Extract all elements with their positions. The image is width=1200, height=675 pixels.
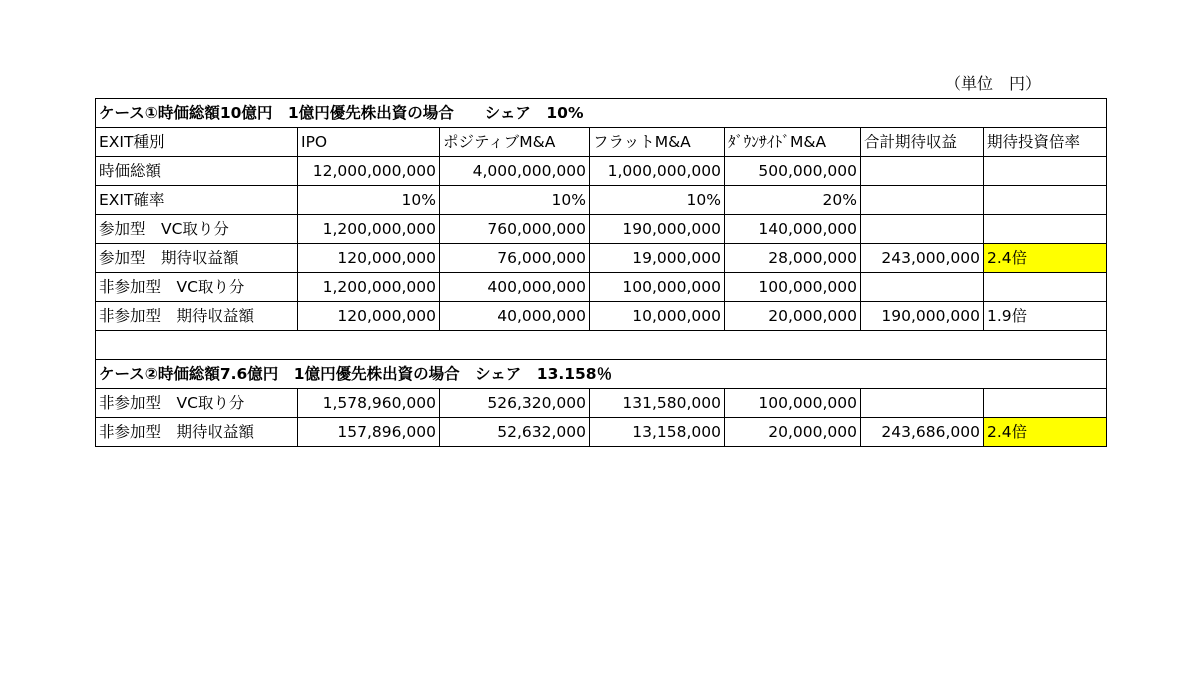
table-row: [96, 418, 1107, 447]
cell-multiple[interactable]: [984, 273, 1107, 302]
cell-multiple-highlighted[interactable]: 2.4倍: [984, 418, 1107, 447]
cell-positive-ma[interactable]: 400,000,000: [440, 273, 590, 302]
cell-multiple[interactable]: 1.9倍: [984, 302, 1107, 331]
table-row: [96, 157, 1107, 186]
case2-title[interactable]: ケース②時価総額7.6億円 1億円優先株出資の場合 シェア 13.158％: [96, 360, 1107, 389]
cell-flat-ma[interactable]: 131,580,000: [590, 389, 725, 418]
cell-downside-ma[interactable]: 20,000,000: [725, 418, 861, 447]
header-row: [96, 128, 1107, 157]
case1-title[interactable]: ケース①時価総額10億円 1億円優先株出資の場合 シェア 10%: [96, 99, 1107, 128]
cell-ipo[interactable]: 1,578,960,000: [298, 389, 440, 418]
empty-cell[interactable]: [96, 331, 1107, 360]
cell-downside-ma[interactable]: 140,000,000: [725, 215, 861, 244]
cell-ipo[interactable]: 12,000,000,000: [298, 157, 440, 186]
cell-flat-ma[interactable]: 10,000,000: [590, 302, 725, 331]
cell-positive-ma[interactable]: 760,000,000: [440, 215, 590, 244]
cell-ipo[interactable]: 120,000,000: [298, 302, 440, 331]
cell-multiple-highlighted[interactable]: 2.4倍: [984, 244, 1107, 273]
cell-ipo[interactable]: 1,200,000,000: [298, 215, 440, 244]
row-label[interactable]: 非参加型 期待収益額: [96, 418, 298, 447]
cell-multiple[interactable]: [984, 215, 1107, 244]
table-row: [96, 244, 1107, 273]
cell-positive-ma[interactable]: 10%: [440, 186, 590, 215]
row-label[interactable]: 非参加型 VC取り分: [96, 273, 298, 302]
table-row: [96, 302, 1107, 331]
case2-title-row: [96, 360, 1107, 389]
cell-downside-ma[interactable]: 20,000,000: [725, 302, 861, 331]
cell-positive-ma[interactable]: 526,320,000: [440, 389, 590, 418]
cell-ipo[interactable]: 10%: [298, 186, 440, 215]
cell-total[interactable]: [861, 186, 984, 215]
cell-downside-ma[interactable]: 100,000,000: [725, 389, 861, 418]
header-ipo[interactable]: IPO: [298, 128, 440, 157]
cell-positive-ma[interactable]: 52,632,000: [440, 418, 590, 447]
header-downside-ma[interactable]: ﾀﾞｳﾝｻｲﾄﾞM&A: [725, 128, 861, 157]
cell-downside-ma[interactable]: 28,000,000: [725, 244, 861, 273]
cell-flat-ma[interactable]: 13,158,000: [590, 418, 725, 447]
spacer-row: [96, 331, 1107, 360]
cell-total[interactable]: 190,000,000: [861, 302, 984, 331]
header-total-expected-return[interactable]: 合計期待収益: [861, 128, 984, 157]
table-row: [96, 215, 1107, 244]
cell-flat-ma[interactable]: 100,000,000: [590, 273, 725, 302]
cell-downside-ma[interactable]: 500,000,000: [725, 157, 861, 186]
cell-total[interactable]: [861, 157, 984, 186]
cell-flat-ma[interactable]: 10%: [590, 186, 725, 215]
cell-flat-ma[interactable]: 19,000,000: [590, 244, 725, 273]
header-positive-ma[interactable]: ポジティブM&A: [440, 128, 590, 157]
table-row: [96, 389, 1107, 418]
unit-label: （単位 円）: [945, 74, 1042, 93]
header-expected-multiple[interactable]: 期待投資倍率: [984, 128, 1107, 157]
cell-flat-ma[interactable]: 1,000,000,000: [590, 157, 725, 186]
cell-downside-ma[interactable]: 100,000,000: [725, 273, 861, 302]
row-label[interactable]: 参加型 VC取り分: [96, 215, 298, 244]
cell-total[interactable]: [861, 215, 984, 244]
table-row: [96, 273, 1107, 302]
cell-total[interactable]: 243,000,000: [861, 244, 984, 273]
cell-positive-ma[interactable]: 76,000,000: [440, 244, 590, 273]
cell-total[interactable]: [861, 389, 984, 418]
header-exit-type[interactable]: EXIT種別: [96, 128, 298, 157]
cell-multiple[interactable]: [984, 157, 1107, 186]
cell-total[interactable]: [861, 273, 984, 302]
row-label[interactable]: 参加型 期待収益額: [96, 244, 298, 273]
cell-multiple[interactable]: [984, 389, 1107, 418]
cell-multiple[interactable]: [984, 186, 1107, 215]
cell-ipo[interactable]: 1,200,000,000: [298, 273, 440, 302]
cell-downside-ma[interactable]: 20%: [725, 186, 861, 215]
row-label[interactable]: 時価総額: [96, 157, 298, 186]
table-row: [96, 186, 1107, 215]
cell-ipo[interactable]: 157,896,000: [298, 418, 440, 447]
comparison-table: [95, 98, 1107, 447]
case1-title-row: [96, 99, 1107, 128]
header-flat-ma[interactable]: フラットM&A: [590, 128, 725, 157]
cell-positive-ma[interactable]: 40,000,000: [440, 302, 590, 331]
cell-positive-ma[interactable]: 4,000,000,000: [440, 157, 590, 186]
cell-flat-ma[interactable]: 190,000,000: [590, 215, 725, 244]
row-label[interactable]: EXIT確率: [96, 186, 298, 215]
cell-ipo[interactable]: 120,000,000: [298, 244, 440, 273]
row-label[interactable]: 非参加型 VC取り分: [96, 389, 298, 418]
cell-total[interactable]: 243,686,000: [861, 418, 984, 447]
row-label[interactable]: 非参加型 期待収益額: [96, 302, 298, 331]
